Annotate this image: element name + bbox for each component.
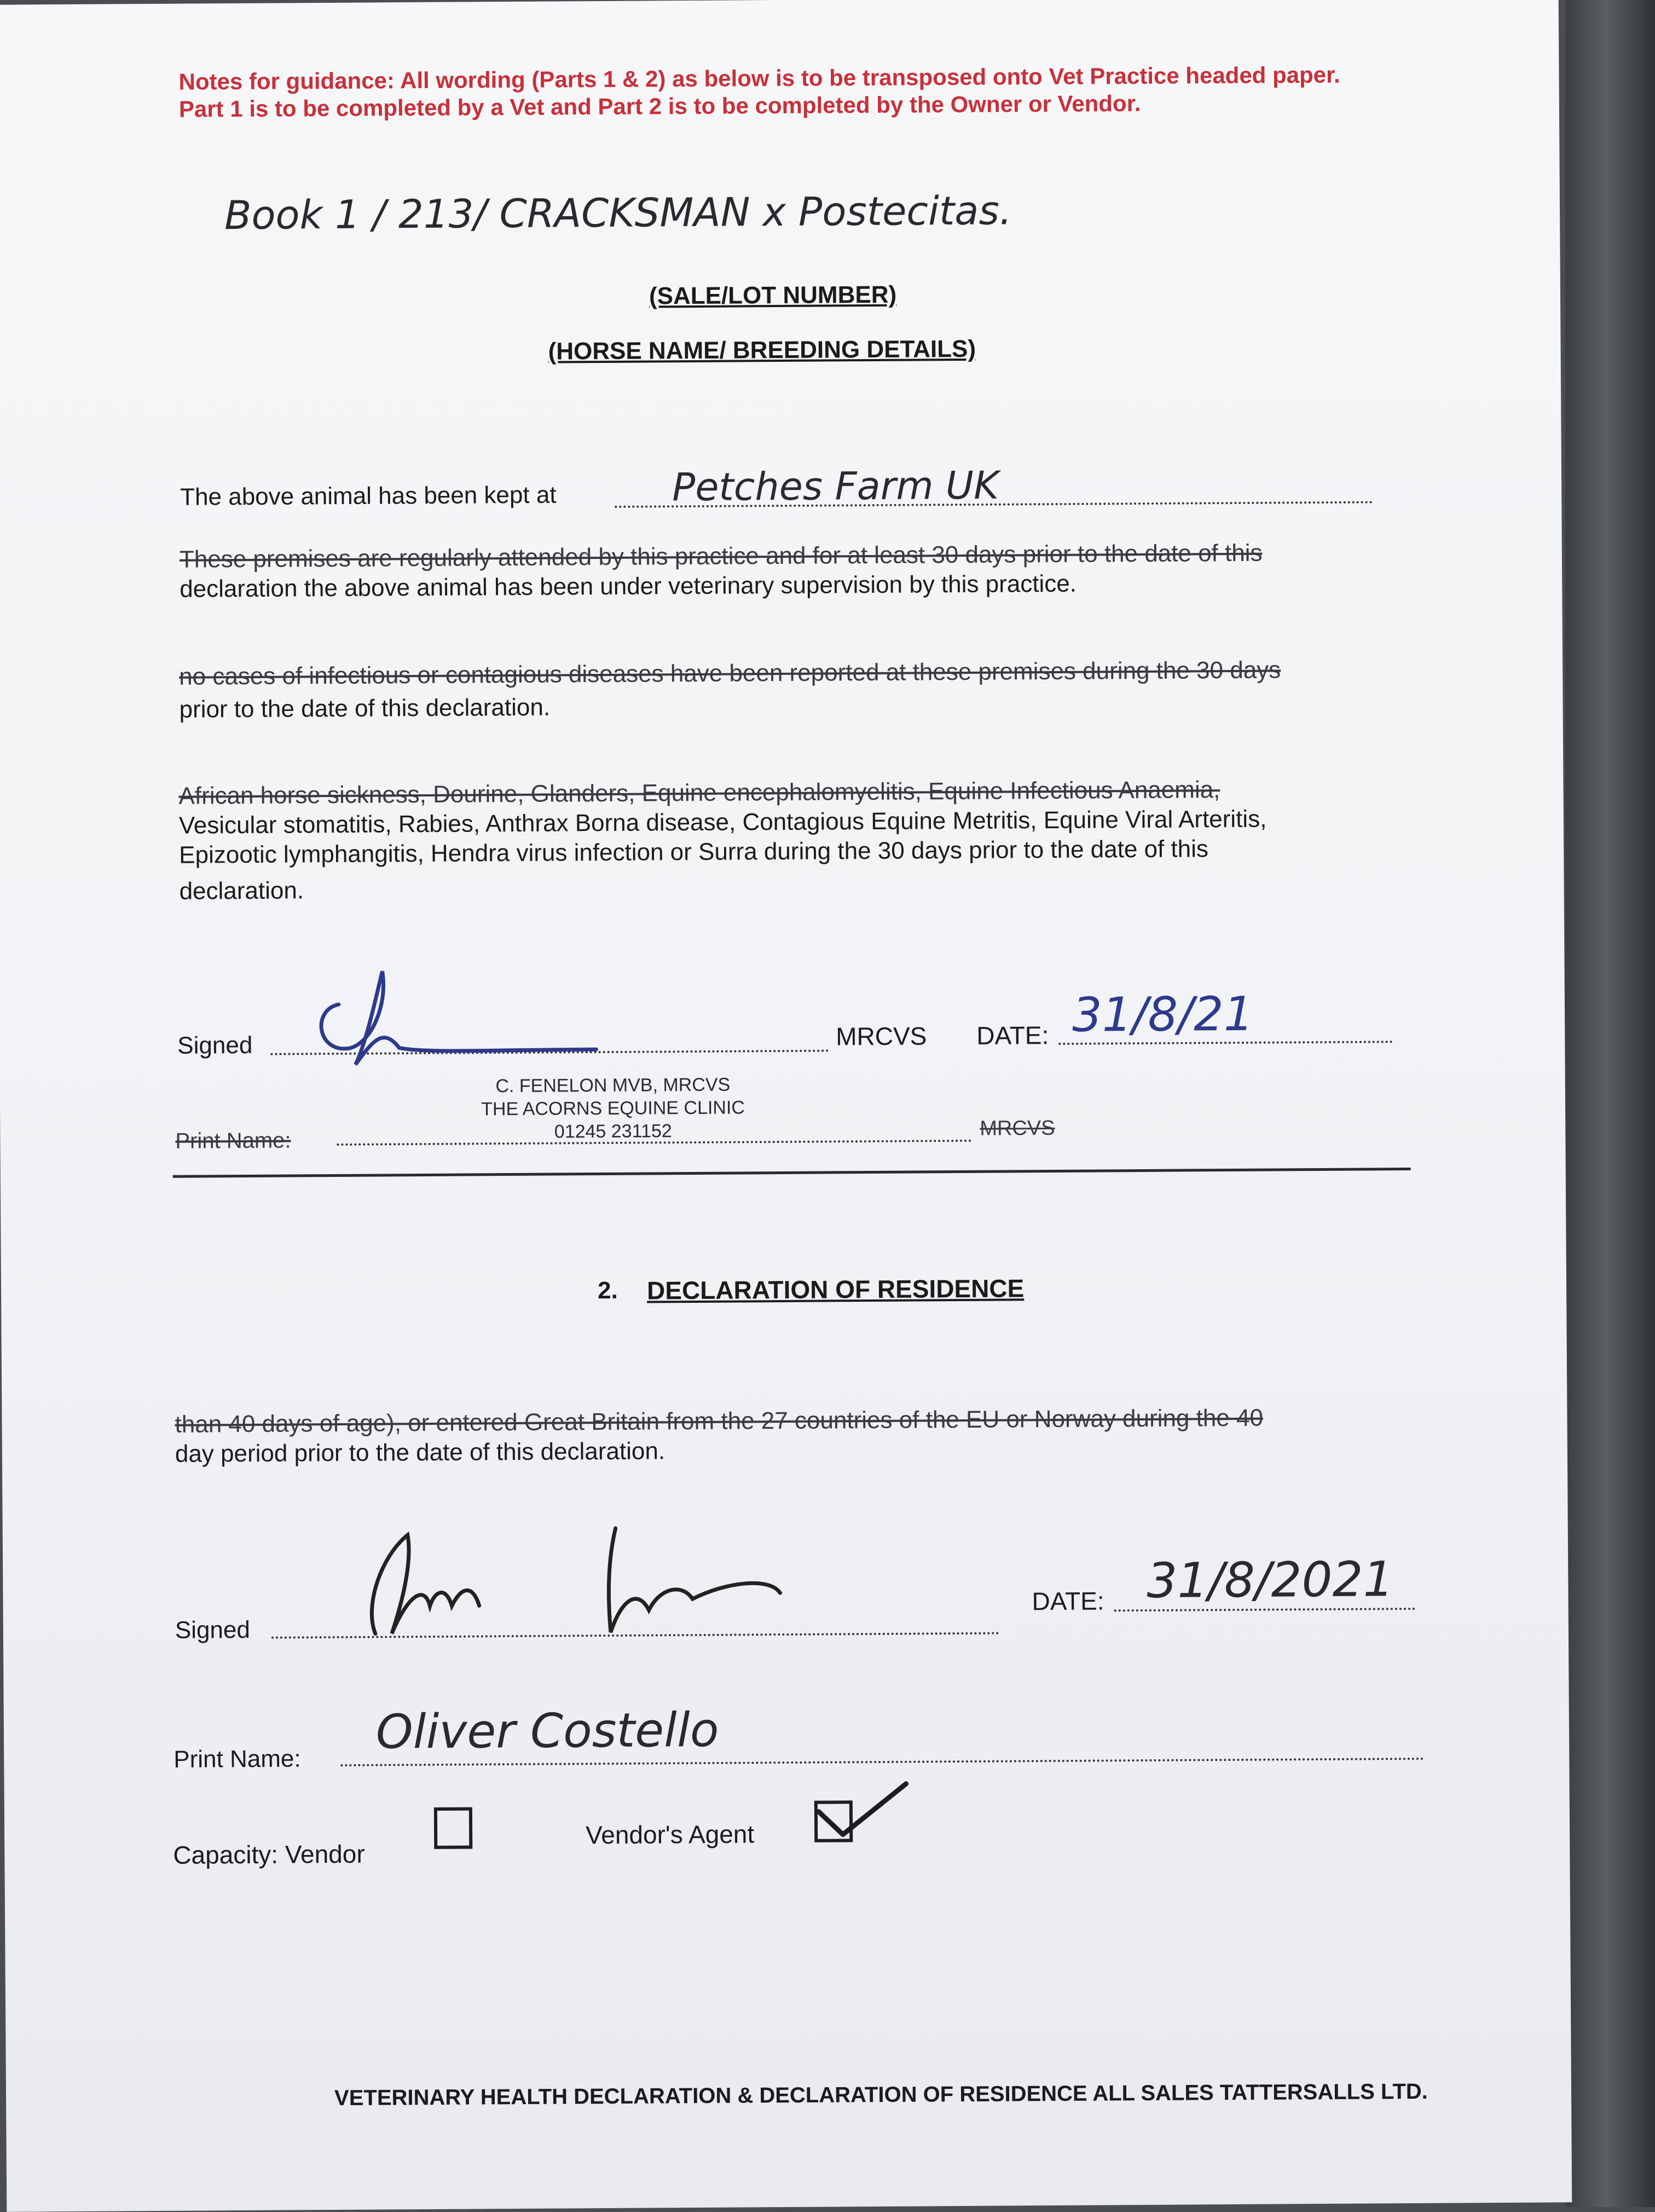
vet-print-mrcvs-label: MRCVS [980, 1116, 1055, 1140]
vendor-checkbox[interactable] [434, 1807, 472, 1849]
agent-checkmark-icon [808, 1773, 913, 1845]
vet-date-label: DATE: [976, 1021, 1049, 1050]
section-divider [173, 1168, 1411, 1178]
vet-mrcvs-label: MRCVS [836, 1021, 927, 1051]
supervision-line: declaration the above animal has been under veterinary supervision by this practice. [180, 570, 1077, 603]
owner-print-name-line [340, 1758, 1424, 1766]
stamp-clinic-name: THE ACORNS EQUINE CLINIC [481, 1097, 745, 1120]
owner-signature [331, 1522, 802, 1650]
residence-strike-line: than 40 days of age), or entered Great Britain from the 27 countries of the EU or Norway during the 40 [175, 1404, 1264, 1438]
diseases-line-3: Epizootic lymphangitis, Hendra virus infection or Surra during the 30 days prior to the date of this [179, 835, 1209, 869]
capacity-vendor-label: Capacity: Vendor [173, 1839, 365, 1869]
premises-strike-line: These premises are regularly attended by this practice and for at least 30 days prior to the date of this [179, 539, 1263, 573]
vet-signature [305, 959, 612, 1076]
horse-name-label: (HORSE NAME/ BREEDING DETAILS) [548, 335, 976, 365]
stamp-phone: 01245 231152 [554, 1121, 672, 1142]
background-edge [1565, 0, 1655, 2207]
vet-print-name-label: Print Name: [175, 1128, 291, 1153]
owner-print-name-value: Oliver Costello [375, 1702, 719, 1760]
residence-line: day period prior to the date of this declaration. [175, 1437, 666, 1468]
prior-date-line: prior to the date of this declaration. [179, 694, 551, 723]
handwritten-lot-details: Book 1 / 213/ CRACKSMAN x Postecitas. [224, 187, 1012, 239]
section2-title: DECLARATION OF RESIDENCE [646, 1274, 1025, 1305]
owner-signed-label: Signed [175, 1616, 251, 1644]
guidance-notes: Notes for guidance: All wording (Parts 1 & 2) as below is to be transposed onto Vet Practice headed paper. Part 1 is to be completed by a Vet and Part 2 is to be completed by the Owner or Vendor. [178, 61, 1340, 122]
diseases-line-2: Vesicular stomatitis, Rabies, Anthrax Borna disease, Contagious Equine Metritis, Equine Viral Arteritis, [178, 805, 1267, 839]
kept-at-value: Petches Farm UK [672, 463, 999, 510]
owner-print-name-label: Print Name: [173, 1745, 301, 1773]
vendor-agent-label: Vendor's Agent [585, 1820, 755, 1850]
footer-title: VETERINARY HEALTH DECLARATION & DECLARATION OF RESIDENCE ALL SALES TATTERSALLS LTD. [334, 2079, 1428, 2111]
owner-date-value: 31/8/2021 [1147, 1551, 1394, 1609]
sale-lot-label: (SALE/LOT NUMBER) [649, 281, 897, 310]
stamp-vet-name: C. FENELON MVB, MRCVS [495, 1074, 731, 1097]
vet-signed-label: Signed [177, 1031, 253, 1059]
vet-stamp [449, 1073, 778, 1144]
vet-date-value: 31/8/21 [1072, 986, 1254, 1043]
diseases-line-4: declaration. [179, 877, 304, 905]
kept-at-label: The above animal has been kept at [180, 481, 557, 511]
owner-date-label: DATE: [1032, 1586, 1104, 1616]
diseases-strike-line: African horse sickness, Dourine, Glanders, Equine encephalomyelitis, Equine Infectious Anaemia, [178, 776, 1220, 810]
no-cases-strike-line: no cases of infectious or contagious diseases have been reported at these premises during the 30 days [179, 656, 1281, 690]
section2-number: 2. [597, 1277, 618, 1304]
